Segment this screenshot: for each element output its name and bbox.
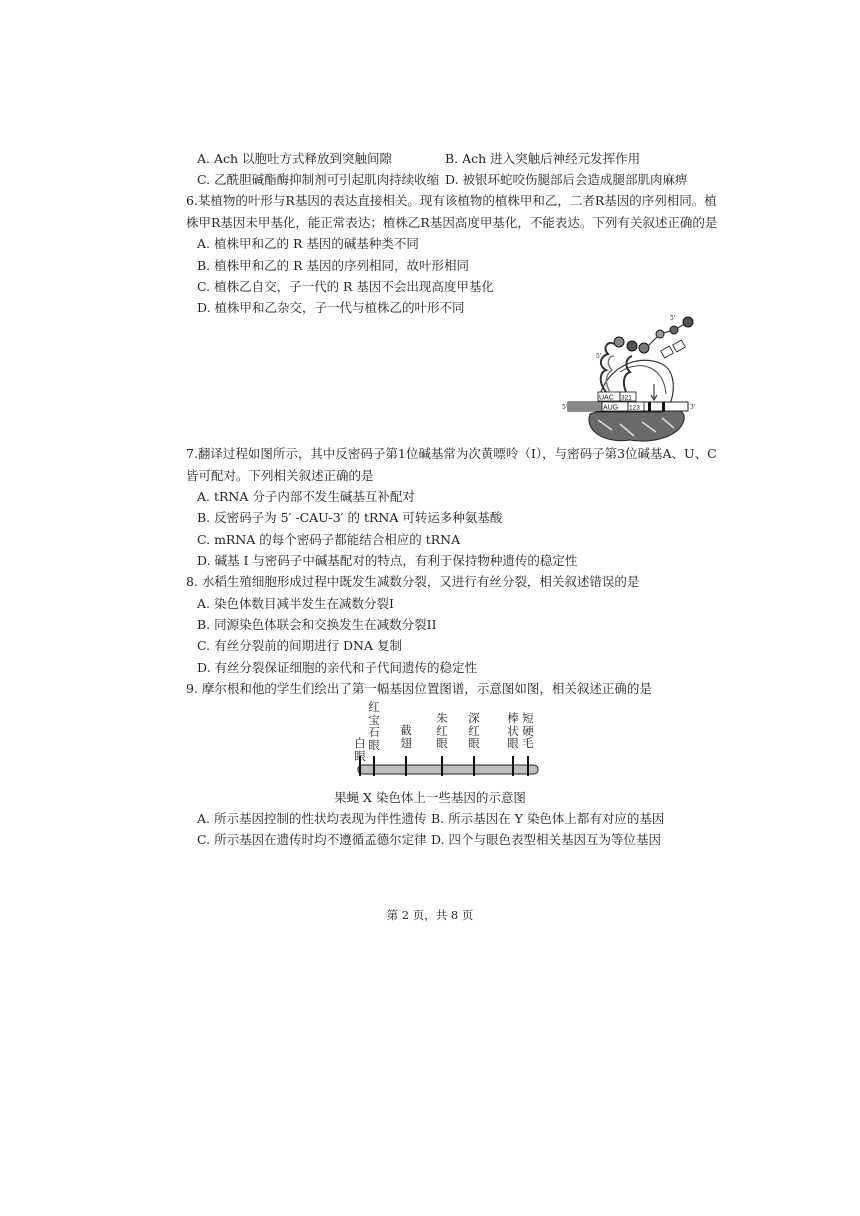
x-chromosome-diagram	[350, 700, 550, 785]
q9-figure-caption: 果蝇 X 染色体上一些基因的示意图	[334, 790, 526, 805]
q7-stem-line2: 皆可配对。下列相关叙述正确的是	[186, 468, 374, 483]
q6-option-c: C. 植株乙自交，子一代的 R 基因不会出现高度甲基化	[197, 279, 494, 294]
trna-2	[624, 356, 632, 392]
x-chromosome	[358, 765, 538, 774]
q6-stem-line2: 株甲R基因未甲基化，能正常表达；植株乙R基因高度甲基化，不能表达。下列有关叙述正确的是	[186, 215, 718, 230]
gene-map-figure	[350, 700, 550, 785]
gene-label-carmine-eye: 深红眼	[468, 711, 480, 750]
q9-stem: 9. 摩尔根和他的学生们绘出了第一幅基因位置图谱，示意图如图，相关叙述正确的是	[186, 681, 652, 696]
gene-label-ruby-eye: 红宝石眼	[368, 700, 380, 752]
mrna-right-end: 3'	[690, 404, 696, 411]
amino-acid-2	[639, 343, 649, 353]
anticodon-label: UAC	[599, 394, 614, 402]
q7-stem-line1: 7.翻译过程如图所示，其中反密码子第1位碱基常为次黄嘌呤（I），与密码子第3位碱基A、U、C	[186, 446, 717, 461]
q8-stem: 8. 水稻生殖细胞形成过程中既发生减数分裂，又进行有丝分裂，相关叙述错误的是	[186, 574, 640, 589]
anticodon-position-label: 321	[621, 394, 632, 402]
trna-1-end-label: 5'	[596, 353, 602, 360]
q6-stem-line1: 6.某植物的叶形与R基因的表达直接相关。现有该植物的植株甲和乙，二者R基因的序列相同。植	[186, 193, 717, 208]
mrna-left-end: 5'	[562, 404, 568, 411]
peptide-chain-end	[683, 317, 693, 327]
q9-option-d: D. 四个与眼色表型相关基因互为等位基因	[431, 832, 662, 847]
amino-acid-1	[614, 337, 624, 347]
q7-option-b: B. 反密码子为 5′ -CAU-3′ 的 tRNA 可转运多种氨基酸	[197, 510, 503, 525]
q8-option-b: B. 同源染色体联会和交换发生在减数分裂II	[197, 617, 437, 632]
q8-option-a: A. 染色体数目减半发生在减数分裂I	[197, 596, 394, 611]
q5-option-a: A. Ach 以胞吐方式释放到突触间隙	[197, 151, 393, 166]
q7-option-d: D. 碱基 I 与密码子中碱基配对的特点，有利于保持物种遗传的稳定性	[197, 553, 578, 568]
page-footer: 第 2 页，共 8 页	[386, 908, 474, 922]
q6-option-a: A. 植株甲和乙的 R 基因的碱基种类不同	[197, 236, 419, 251]
q6-option-b: B. 植株甲和乙的 R 基因的序列相同，故叶形相同	[197, 258, 469, 273]
gene-label-bar-eye: 棒状眼	[507, 711, 519, 750]
q9-option-a: A. 所示基因控制的性状均表现为伴性遗传	[197, 811, 427, 826]
q6-option-d: D. 植株甲和乙杂交，子一代与植株乙的叶形不同	[197, 300, 465, 315]
gene-label-bristle: 短硬毛	[522, 711, 534, 750]
q8-option-d: D. 有丝分裂保证细胞的亲代和子代间遗传的稳定性	[197, 660, 478, 675]
translation-figure	[562, 312, 702, 447]
codon-label: AUG	[603, 404, 619, 412]
gene-label-white-eye: 白眼	[354, 736, 366, 763]
q8-option-c: C. 有丝分裂前的间期进行 DNA 复制	[197, 638, 402, 653]
q5-option-c: C. 乙酰胆碱酯酶抑制剂可引起肌肉持续收缩	[197, 172, 440, 187]
trna-2-end-label: 5'	[670, 315, 676, 322]
gene-label-vermilion-eye: 朱红眼	[436, 711, 448, 750]
q5-option-b: B. Ach 进入突触后神经元发挥作用	[445, 151, 641, 166]
q9-option-c: C. 所示基因在遗传时均不遵循孟德尔定律	[197, 832, 427, 847]
gene-label-cut-wing: 截翅	[400, 723, 412, 750]
q9-option-b: B. 所示基因在 Y 染色体上都有对应的基因	[431, 811, 665, 826]
q7-option-a: A. tRNA 分子内部不发生碱基互补配对	[197, 489, 415, 504]
codon-position-label: 123	[629, 404, 640, 412]
q5-option-d: D. 被银环蛇咬伤腿部后会造成腿部肌肉麻痹	[445, 172, 688, 187]
q7-option-c: C. mRNA 的每个密码子都能结合相应的 tRNA	[197, 532, 461, 547]
